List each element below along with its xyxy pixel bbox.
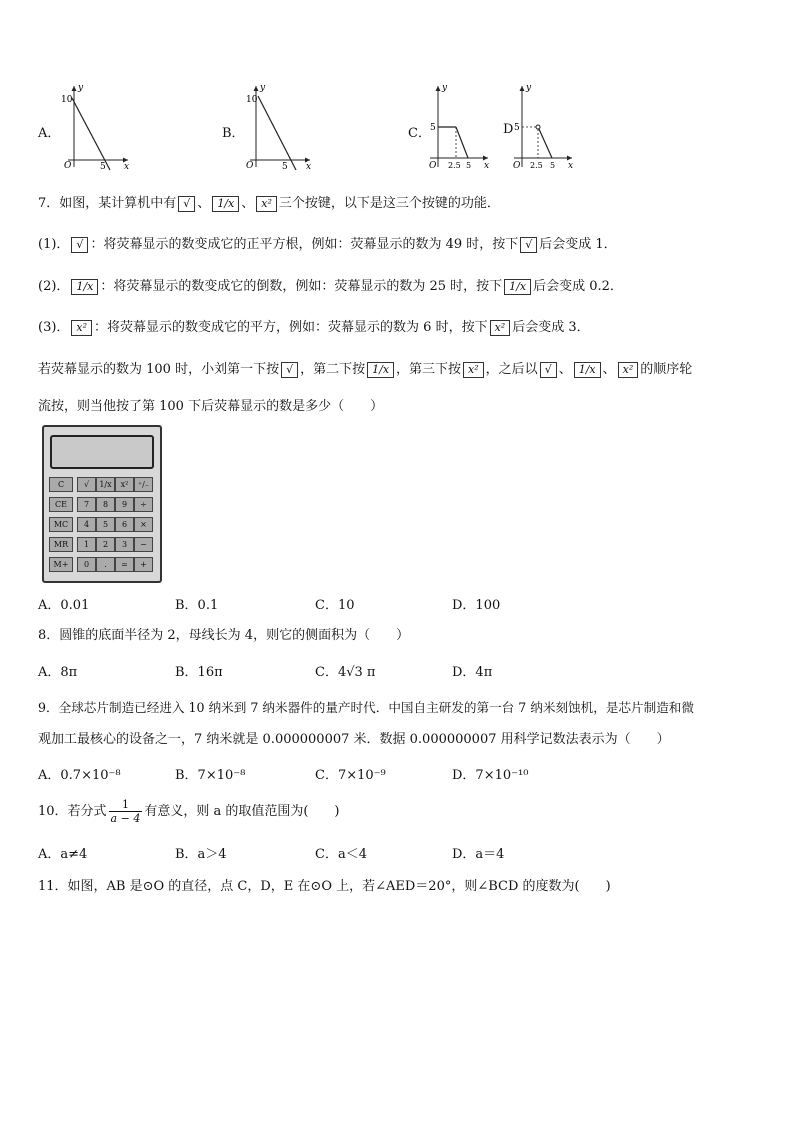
calculator-button: =	[115, 557, 134, 572]
calculator-button: .	[96, 557, 115, 572]
q8-option-b[interactable]: B．16π	[175, 665, 223, 680]
option-d-label: D	[503, 122, 514, 137]
graph-a-x: x	[124, 162, 130, 172]
q9-option-c[interactable]: C．7×10⁻⁹	[315, 768, 386, 783]
sqrt-key-icon: √	[520, 237, 537, 253]
calculator-screen	[50, 435, 154, 469]
q8-text: 8．圆锥的底面半径为 2，母线长为 4，则它的侧面积为（ ）	[38, 628, 410, 643]
q7-item3: (3)． x² ：将荧幕显示的数变成它的平方，例如：荧幕显示的数为 6 时，按下 x² 后会变成 3．	[38, 320, 590, 335]
calculator-button: 2	[96, 537, 115, 552]
graph-c-y: y	[442, 83, 448, 93]
option-c-label: C．	[408, 126, 431, 141]
calculator-button: MC	[49, 517, 73, 532]
recip-key-icon: 1/x	[574, 362, 601, 378]
recip-key-icon: 1/x	[367, 362, 394, 378]
calculator-button: ⁺∕₋	[134, 477, 153, 492]
calculator-button: ×	[134, 517, 153, 532]
graph-c-ytick: 5	[430, 123, 436, 133]
graph-b-x: x	[306, 162, 312, 172]
graph-c-xtick2: 5	[466, 161, 472, 170]
calculator-button: ÷	[134, 497, 153, 512]
q7-item2: (2)． 1/x ：将荧幕显示的数变成它的倒数，例如：荧幕显示的数为 25 时，按下 1/x 后会变成 0.2．	[38, 279, 623, 294]
q9-line2: 观加工最核心的设备之一，7 纳米就是 0.000000007 米．数据 0.000000007 用科学记数法表示为（ ）	[38, 732, 670, 747]
graph-a-origin: O	[64, 161, 72, 171]
graph-c-x: x	[484, 161, 490, 171]
q10-text: 10．若分式 $\frac{1}{a - 4}$ 有意义，则 a 的取值范围为( )	[38, 798, 340, 825]
q7-question-line2: 流按，则当他按了第 100 下后荧幕显示的数是多少（ ）	[38, 399, 384, 414]
q7-option-b[interactable]: B．0.1	[175, 598, 219, 613]
calculator-button: M+	[49, 557, 73, 572]
graph-a-y: y	[78, 83, 84, 93]
q8-option-a[interactable]: A．8π	[38, 665, 78, 680]
q10-option-b[interactable]: B．a＞4	[175, 847, 227, 862]
q11-text: 11．如图，AB 是⊙O 的直径，点 C，D，E 在⊙O 上，若∠AED＝20°，则∠BCD 的度数为( )	[38, 879, 611, 894]
calculator-button: 1/x	[96, 477, 115, 492]
graph-d-x: x	[568, 161, 574, 171]
calculator-button: 1	[77, 537, 96, 552]
calculator-illustration	[42, 425, 162, 583]
q10-option-a[interactable]: A．a≠4	[38, 847, 88, 862]
sqrt-key-icon: √	[71, 237, 88, 253]
square-key-icon: x²	[618, 362, 639, 378]
q9-option-a[interactable]: A．0.7×10⁻⁸	[38, 768, 121, 783]
calculator-button: 9	[115, 497, 134, 512]
graph-b	[240, 82, 330, 172]
q8-option-d[interactable]: D．4π	[452, 665, 493, 680]
recip-key-icon: 1/x	[504, 279, 531, 295]
calculator-button: 4	[77, 517, 96, 532]
option-b-label: B．	[222, 126, 245, 141]
graph-b-origin: O	[246, 161, 254, 171]
square-key-icon: x²	[463, 362, 484, 378]
graph-b-ytick: 10	[246, 95, 258, 105]
square-key-icon: x²	[71, 320, 92, 336]
q9-option-b[interactable]: B．7×10⁻⁸	[175, 768, 246, 783]
calculator-button: 5	[96, 517, 115, 532]
graph-c-xtick1: 2.5	[448, 161, 461, 170]
q7-option-c[interactable]: C．10	[315, 598, 355, 613]
calculator-button: 7	[77, 497, 96, 512]
square-key-icon: x²	[256, 196, 277, 212]
q8-option-c[interactable]: C．4√3 π	[315, 665, 376, 680]
q10-option-c[interactable]: C．a＜4	[315, 847, 367, 862]
calculator-button: 3	[115, 537, 134, 552]
graph-a	[58, 82, 148, 172]
sqrt-key-icon: √	[540, 362, 557, 378]
q7-option-d[interactable]: D．100	[452, 598, 501, 613]
graph-a-ytick: 10	[61, 95, 73, 105]
graph-d-ytick: 5	[514, 123, 520, 133]
graph-b-y: y	[260, 83, 266, 93]
calculator-button: C	[49, 477, 73, 492]
calculator-button: 0	[77, 557, 96, 572]
q10-option-d[interactable]: D．a＝4	[452, 847, 505, 862]
q7-question: 若荧幕显示的数为 100 时，小刘第一下按 √ ，第二下按 1/x ，第三下按 x² ，之后以 √ 、 1/x 、 x² 的顺序轮	[38, 362, 693, 377]
calculator-button: MR	[49, 537, 73, 552]
q9-option-d[interactable]: D．7×10⁻¹⁰	[452, 768, 529, 783]
calculator-button: 6	[115, 517, 134, 532]
calculator-button: −	[134, 537, 153, 552]
sqrt-key-icon: √	[178, 196, 195, 212]
graph-d-xtick2: 5	[550, 161, 556, 170]
calculator-button: √	[77, 477, 96, 492]
calculator-button: +	[134, 557, 153, 572]
graph-b-xtick: 5	[282, 162, 288, 172]
q9-line1: 9．全球芯片制造已经进入 10 纳米到 7 纳米器件的量产时代．中国自主研发的第一台 7 纳米刻蚀机，是芯片制造和微	[38, 700, 694, 715]
calculator-button: x²	[115, 477, 134, 492]
recip-key-icon: 1/x	[71, 279, 98, 295]
calculator-button: CE	[49, 497, 73, 512]
graph-d-y: y	[526, 83, 532, 93]
graph-a-xtick: 5	[100, 162, 106, 172]
q7-intro: 7．如图，某计算机中有 √ 、 1/x 、 x² 三个按键，以下是这三个按键的功能．	[38, 196, 500, 211]
fraction: $\frac{1}{a - 4}$	[110, 798, 141, 825]
q7-item1: (1)． √ ：将荧幕显示的数变成它的正平方根，例如：荧幕显示的数为 49 时，按下 √ 后会变成 1．	[38, 237, 617, 252]
graph-d-origin: O	[513, 161, 521, 171]
sqrt-key-icon: √	[281, 362, 298, 378]
graph-d-xtick1: 2.5	[530, 161, 543, 170]
option-a-label: A．	[38, 126, 61, 141]
calculator-button: 8	[96, 497, 115, 512]
graph-c-origin: O	[429, 161, 437, 171]
graph-d	[510, 82, 600, 172]
square-key-icon: x²	[490, 320, 511, 336]
recip-key-icon: 1/x	[212, 196, 239, 212]
q7-option-a[interactable]: A．0.01	[38, 598, 90, 613]
